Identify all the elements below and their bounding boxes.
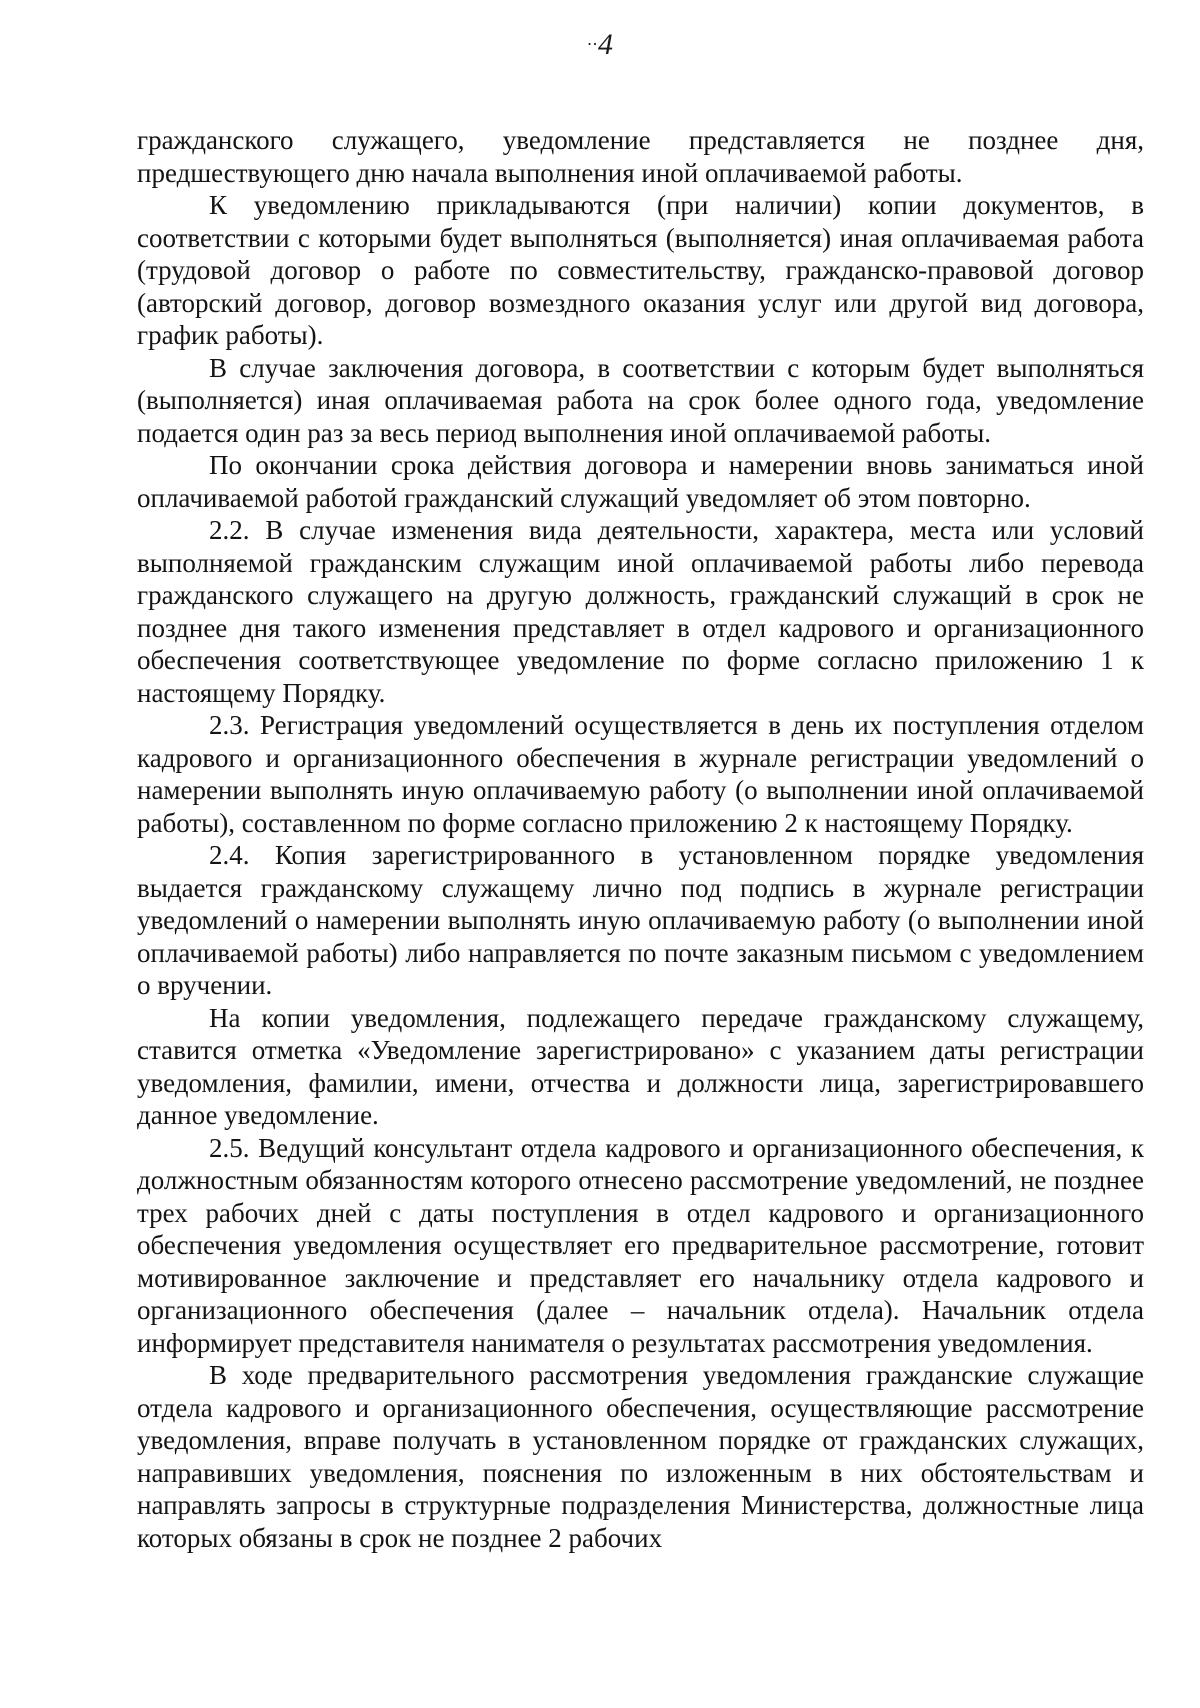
paragraph-continuation: гражданского служащего, уведомление представляется не позднее дня, предшествующего дню начала выполнения иной оплачиваемой работы.: [137, 125, 1144, 188]
page-number-marks: ··: [587, 34, 598, 54]
paragraph-preliminary-review: В ходе предварительного рассмотрения уведомления гражданские служащие отдела кадрового и организационного обеспечения, осуществляющие рассмотрение уведомления, вправе получать в установленном порядке от гражданских служащих, направивших уведомления, пояснения по изложенным в них обстоятельствам и направлять запросы в структурные подразделения Министерства, должностные лица которых обязаны в срок не позднее 2 рабочих: [137, 1360, 1144, 1553]
paragraph-2-4: 2.4. Копия зарегистрированного в установленном порядке уведомления выдается гражданскому служащему лично под подпись в журнале регистрации уведомлений о намерении выполнять иную оплачиваемую работу (о выполнении иной оплачиваемой работы) либо направляется по почте заказным письмом с уведомлением о вручении.: [137, 840, 1144, 1000]
page-number: [0, 28, 1200, 62]
paragraph-2-3: 2.3. Регистрация уведомлений осуществляется в день их поступления отделом кадрового и организационного обеспечения в журнале регистрации уведомлений о намерении выполнять иную оплачиваемую работу (о выполнении иной оплачиваемой работы), составленном по форме согласно приложению 2 к настоящему Порядку.: [137, 710, 1144, 838]
paragraph-2-2: 2.2. В случае изменения вида деятельности, характера, места или условий выполняемой гражданским служащим иной оплачиваемой работы либо перевода гражданского служащего на другую должность, гражданский служащий в срок не позднее дня такого изменения представляет в отдел кадрового и организационного обеспечения соответствующее уведомление по форме согласно приложению 1 к настоящему Порядку.: [137, 515, 1144, 708]
document-body: [137, 124, 1144, 1554]
paragraph-long-contract: В случае заключения договора, в соответствии с которым будет выполняться (выполняется) иная оплачиваемая работа на срок более одного года, уведомление подается один раз за весь период выполнения иной оплачиваемой работы.: [137, 352, 1144, 448]
page-number-value: 4: [598, 28, 613, 61]
paragraph-2-5: 2.5. Ведущий консультант отдела кадрового и организационного обеспечения, к должностным обязанностям которого отнесено рассмотрение уведомлений, не позднее трех рабочих дней с даты поступления в отдел кадрового и организационного обеспечения уведомления осуществляет его предварительное рассмотрение, готовит мотивированное заключение и представляет его начальнику отдела кадрового и организационного обеспечения (далее – начальник отдела). Начальник отдела информирует представителя нанимателя о результатах рассмотрения уведомления.: [137, 1132, 1144, 1358]
paragraph-attachments: К уведомлению прикладываются (при наличии) копии документов, в соответствии с которыми будет выполняться (выполняется) иная оплачиваемая работа (трудовой договор о работе по совместительству, гражданско-правовой договор (авторский договор, договор возмездного оказания услуг или другой вид договора, график работы).: [137, 190, 1144, 350]
paragraph-contract-expiry: По окончании срока действия договора и намерении вновь заниматься иной оплачиваемой работой гражданский служащий уведомляет об этом повторно.: [137, 450, 1144, 513]
paragraph-registration-mark: На копии уведомления, подлежащего передаче гражданскому служащему, ставится отметка «Уведомление зарегистрировано» с указанием даты регистрации уведомления, фамилии, имени, отчества и должности лица, зарегистрировавшего данное уведомление.: [137, 1002, 1144, 1130]
